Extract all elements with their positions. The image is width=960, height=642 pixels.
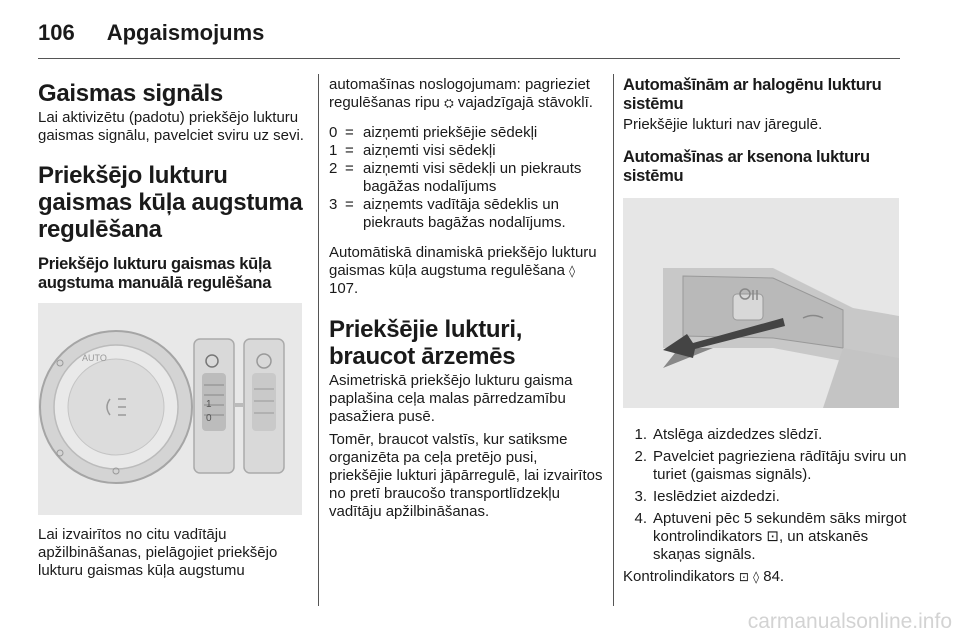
para-auto-leveling: Automātiskā dinamiskā priekšējo lukturu gaismas kūļa augstuma regulēšana ◊ 107. bbox=[329, 244, 597, 297]
indicator-icon: ⊡ bbox=[738, 570, 749, 584]
auto-label: AUTO bbox=[82, 353, 107, 363]
para-continued-text-2: vajadzīgajā stāvoklī. bbox=[457, 94, 593, 111]
page-header bbox=[38, 20, 264, 46]
list-item: 3 = aizņemts vadītāja sēdeklis un piekrauts bagāžas nodalījums. bbox=[329, 196, 566, 231]
page-title: Apgaismojums bbox=[106, 20, 265, 45]
list-item: 1 = aizņemti visi sēdekļi bbox=[329, 142, 496, 159]
list-item: 2 = aizņemti visi sēdekļi un piekrauts bagāžas nodalījums bbox=[329, 160, 582, 195]
para-halogen: Priekšējie lukturi nav jāregulē. bbox=[623, 116, 823, 133]
list-item: 3. Ieslēdziet aizdedzi. bbox=[634, 488, 780, 505]
heading-manual-adjust: Priekšējo lukturu gaismas kūļa augstuma manuālā regulēšana bbox=[38, 255, 272, 292]
list-item: 4. Aptuveni pēc 5 sekundēm sāks mirgot kontrolindikators ⊡, un atskanēs skaņas signāls. bbox=[634, 510, 907, 563]
heading-beam-adjust: Priekšējo lukturu gaismas kūļa augstuma regulēšana bbox=[38, 162, 303, 243]
adjust-wheel-icon: ⛭ bbox=[444, 96, 454, 110]
page-ref-link[interactable]: 107. bbox=[329, 280, 359, 297]
para-continued-text: automašīnas noslogojumam: pagrieziet regulēšanas ripu bbox=[329, 76, 590, 111]
para-abroad-1: Asimetriskā priekšējo lukturu gaisma paplašina ceļa malas pārredzamību pasažiera pusē. bbox=[329, 372, 573, 425]
column-divider-2 bbox=[613, 74, 614, 606]
heading-abroad: Priekšējie lukturi, braucot ārzemēs bbox=[329, 316, 523, 370]
page-ref-icon: ◊ bbox=[569, 264, 576, 278]
wheel-label-1: 1 bbox=[206, 399, 212, 410]
load-list bbox=[329, 124, 604, 232]
column-3 bbox=[623, 68, 908, 586]
watermark: carmanualsonline.info bbox=[747, 610, 952, 633]
para-signal: Lai aktivizētu (padotu) priekšējo lukturu gaismas signālu, pavelciet sviru uz sevi. bbox=[38, 109, 304, 144]
page-ref-icon: ◊ bbox=[753, 570, 760, 584]
wheel-label-0: 0 bbox=[206, 413, 212, 424]
list-item: 0 = aizņemti priekšējie sēdekļi bbox=[329, 124, 538, 141]
para-after-figure: Lai izvairītos no citu vadītāju apžilbināšanas, pielāgojiet priekšējo lukturu gaismas kūļa augstumu bbox=[38, 526, 278, 579]
header-rule bbox=[38, 58, 900, 59]
light-switch-illustration bbox=[38, 303, 302, 515]
para-control-indicator: Kontrolindikators ⊡ ◊ 84. bbox=[623, 568, 785, 585]
column-2 bbox=[329, 68, 604, 521]
list-item: 1. Atslēga aizdedzes slēdzī. bbox=[634, 426, 823, 443]
page-ref-link[interactable]: 84. bbox=[763, 568, 785, 585]
list-item: 2. Pavelciet pagrieziena rādītāju sviru un turiet (gaismas signāls). bbox=[634, 448, 907, 483]
column-divider-1 bbox=[318, 74, 319, 606]
page-number: 106 bbox=[38, 20, 75, 45]
figure-light-switch bbox=[38, 303, 302, 515]
para-continued bbox=[329, 76, 604, 112]
heading-xenon: Automašīnas ar ksenona lukturu sistēmu bbox=[623, 148, 870, 185]
turn-signal-stalk-illustration bbox=[623, 198, 899, 408]
heading-halogen: Automašīnām ar halogēnu lukturu sistēmu bbox=[623, 76, 882, 113]
figure-stalk bbox=[623, 198, 899, 408]
column-1 bbox=[38, 68, 306, 580]
step-list bbox=[623, 426, 908, 564]
heading-signal: Gaismas signāls bbox=[38, 80, 223, 107]
para-abroad-2: Tomēr, braucot valstīs, kur satiksme organizēta pa ceļa pretējo pusi, priekšējie lukturi jāpārregulē, lai izvairītos no pretī braucošo transportlīdzekļu vadītāju apžilbināšanas. bbox=[329, 431, 603, 520]
